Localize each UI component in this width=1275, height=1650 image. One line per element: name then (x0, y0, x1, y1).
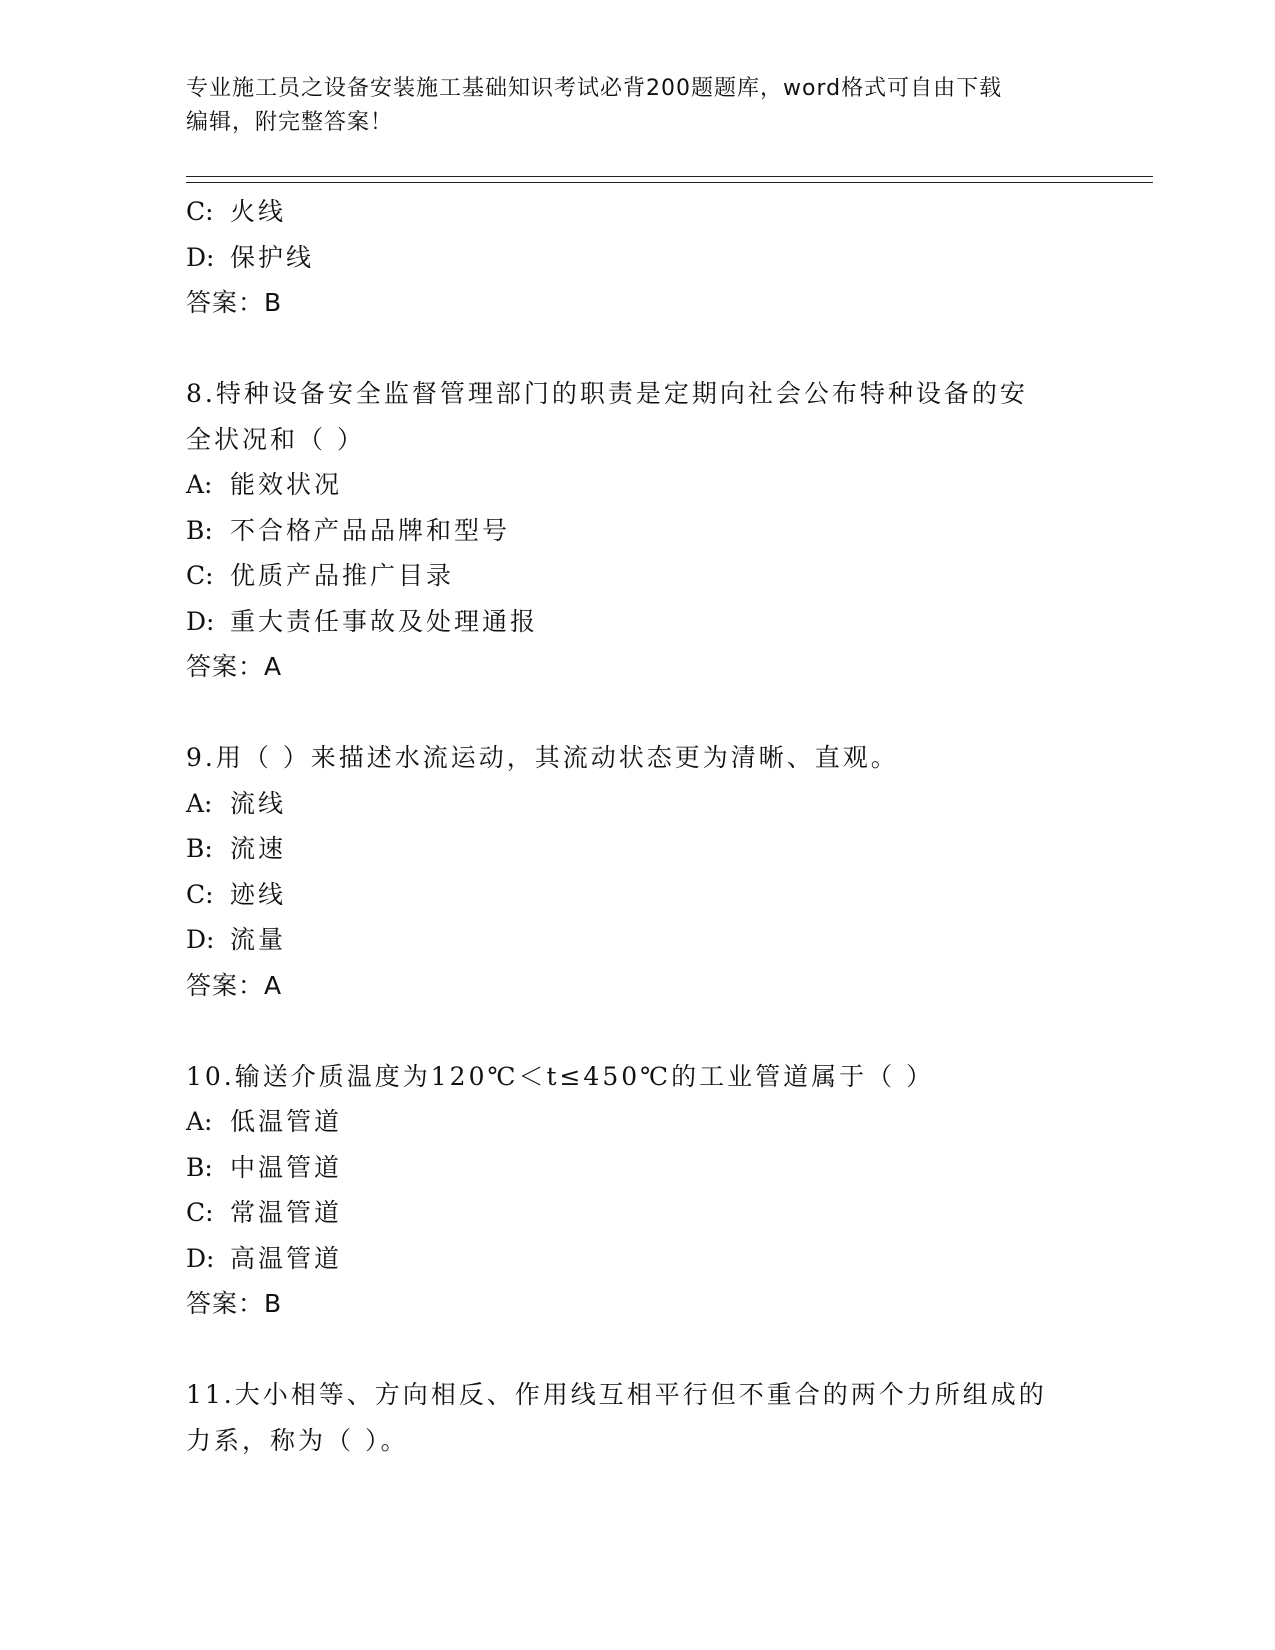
option-text: 重大责任事故及处理通报 (230, 606, 539, 636)
option-text: 常温管道 (230, 1198, 343, 1227)
question-stem-line: 8.特种设备安全监督管理部门的职责是定期向社会公布特种设备的安 (186, 379, 1028, 408)
option-text: 流量 (230, 925, 287, 954)
document-header (186, 72, 1086, 140)
option-c (186, 553, 1086, 599)
question-8 (186, 371, 1086, 690)
question-10 (186, 1054, 1086, 1327)
option-letter: A: (186, 470, 213, 499)
option-a (186, 781, 1086, 827)
option-letter: B: (186, 834, 213, 863)
header-title-line-1: 专业施工员之设备安装施工基础知识考试必背200题题库，word格式可自由下载 (186, 76, 1003, 101)
option-text: 保护线 (230, 242, 315, 272)
option-d (186, 599, 1086, 645)
option-text: 流速 (230, 834, 287, 863)
question-list (186, 189, 1086, 1463)
option-text: 高温管道 (230, 1243, 343, 1273)
option-d (186, 1236, 1086, 1282)
answer: 答案：B (186, 1289, 283, 1318)
option-text: 不合格产品品牌和型号 (230, 515, 511, 545)
question-stem-line: 11.大小相等、方向相反、作用线互相平行但不重合的两个力所组成的 (186, 1380, 1047, 1409)
option-letter: D: (186, 1243, 215, 1273)
option-letter: B: (186, 1152, 213, 1182)
header-divider-bottom (186, 182, 1153, 183)
option-letter: D: (186, 606, 215, 636)
question-stem-line: 全状况和（ ） (186, 424, 365, 454)
question-stem-line: 10.输送介质温度为120℃＜t≤450℃的工业管道属于（ ） (186, 1061, 935, 1091)
option-letter: A: (186, 788, 213, 818)
question-stem-line: 9.用（ ）来描述水流运动，其流动状态更为清晰、直观。 (186, 743, 899, 772)
question-stem-line: 力系，称为（ ）。 (186, 1425, 409, 1455)
option-text: 中温管道 (230, 1152, 343, 1182)
option-d (186, 235, 1086, 281)
option-d (186, 917, 1086, 963)
option-c (186, 1190, 1086, 1236)
option-text: 流线 (230, 788, 287, 818)
option-b (186, 1145, 1086, 1191)
option-letter: A: (186, 1107, 213, 1136)
option-text: 优质产品推广目录 (230, 561, 455, 590)
header-divider-top (186, 176, 1153, 177)
prev-question-tail (186, 189, 1086, 326)
question-11 (186, 1372, 1086, 1463)
answer: 答案：A (186, 652, 283, 681)
option-c (186, 872, 1086, 918)
header-title-line-2: 编辑，附完整答案！ (186, 110, 394, 135)
option-letter: C: (186, 879, 214, 909)
question-9 (186, 735, 1086, 1008)
option-letter: D: (186, 925, 215, 954)
option-text: 迹线 (230, 879, 287, 909)
option-b (186, 508, 1086, 554)
option-a (186, 462, 1086, 508)
option-letter: C: (186, 561, 214, 590)
option-b (186, 826, 1086, 872)
option-text: 火线 (230, 197, 287, 226)
option-letter: C: (186, 1198, 214, 1227)
option-letter: D: (186, 242, 215, 272)
answer: 答案：A (186, 970, 283, 1000)
option-c (186, 189, 1086, 235)
option-a (186, 1099, 1086, 1145)
option-text: 能效状况 (230, 470, 343, 499)
option-text: 低温管道 (230, 1107, 343, 1136)
option-letter: C: (186, 197, 214, 226)
option-letter: B: (186, 515, 213, 545)
answer: 答案：B (186, 288, 283, 317)
